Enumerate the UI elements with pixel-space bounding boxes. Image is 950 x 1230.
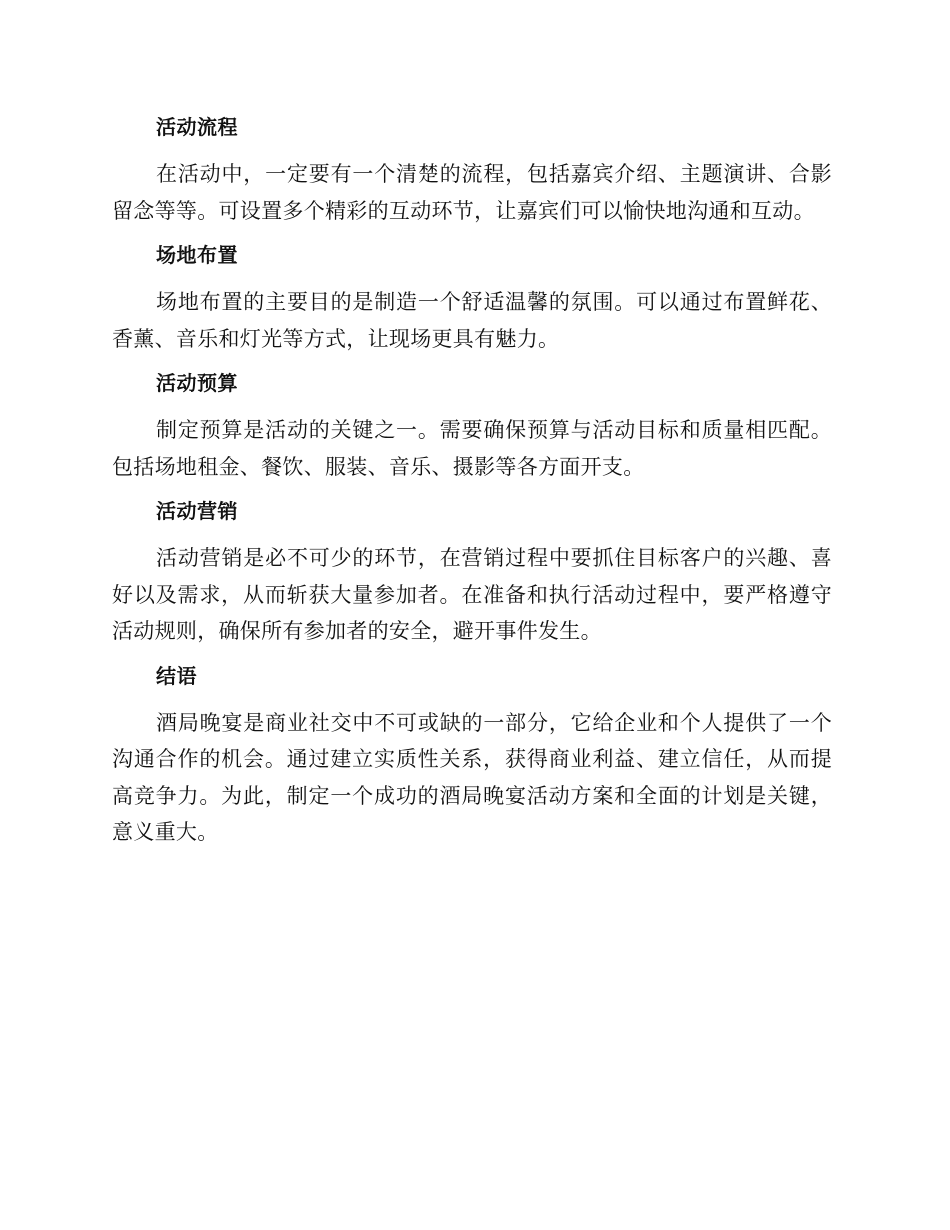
section-conclusion [112, 659, 832, 851]
section-heading: 活动预算 [156, 371, 238, 395]
section-activity-budget [112, 366, 832, 485]
section-heading: 活动流程 [156, 115, 238, 139]
section-paragraph: 在活动中，一定要有一个清楚的流程，包括嘉宾介绍、主题演讲、合影留念等等。可设置多个精彩的互动环节，让嘉宾们可以愉快地沟通和互动。 [112, 162, 832, 223]
section-paragraph: 场地布置的主要目的是制造一个舒适温馨的氛围。可以通过布置鲜花、香薰、音乐和灯光等方式，让现场更具有魅力。 [112, 290, 832, 351]
section-heading: 场地布置 [156, 243, 238, 267]
section-paragraph: 制定预算是活动的关键之一。需要确保预算与活动目标和质量相匹配。包括场地租金、餐饮、服装、音乐、摄影等各方面开支。 [112, 418, 832, 479]
section-heading: 活动营销 [156, 499, 238, 523]
section-paragraph: 酒局晚宴是商业社交中不可或缺的一部分，它给企业和个人提供了一个沟通合作的机会。通过建立实质性关系，获得商业利益、建立信任，从而提高竞争力。为此，制定一个成功的酒局晚宴活动方案和全面的计划是关键，意义重大。 [112, 710, 832, 844]
section-activity-marketing [112, 494, 832, 650]
section-activity-flow [112, 110, 832, 229]
section-paragraph: 活动营销是必不可少的环节，在营销过程中要抓住目标客户的兴趣、喜好以及需求，从而斩获大量参加者。在准备和执行活动过程中，要严格遵守活动规则，确保所有参加者的安全，避开事件发生。 [112, 546, 832, 643]
section-heading: 结语 [156, 663, 197, 688]
section-venue-layout [112, 238, 832, 357]
document-page [112, 110, 832, 860]
